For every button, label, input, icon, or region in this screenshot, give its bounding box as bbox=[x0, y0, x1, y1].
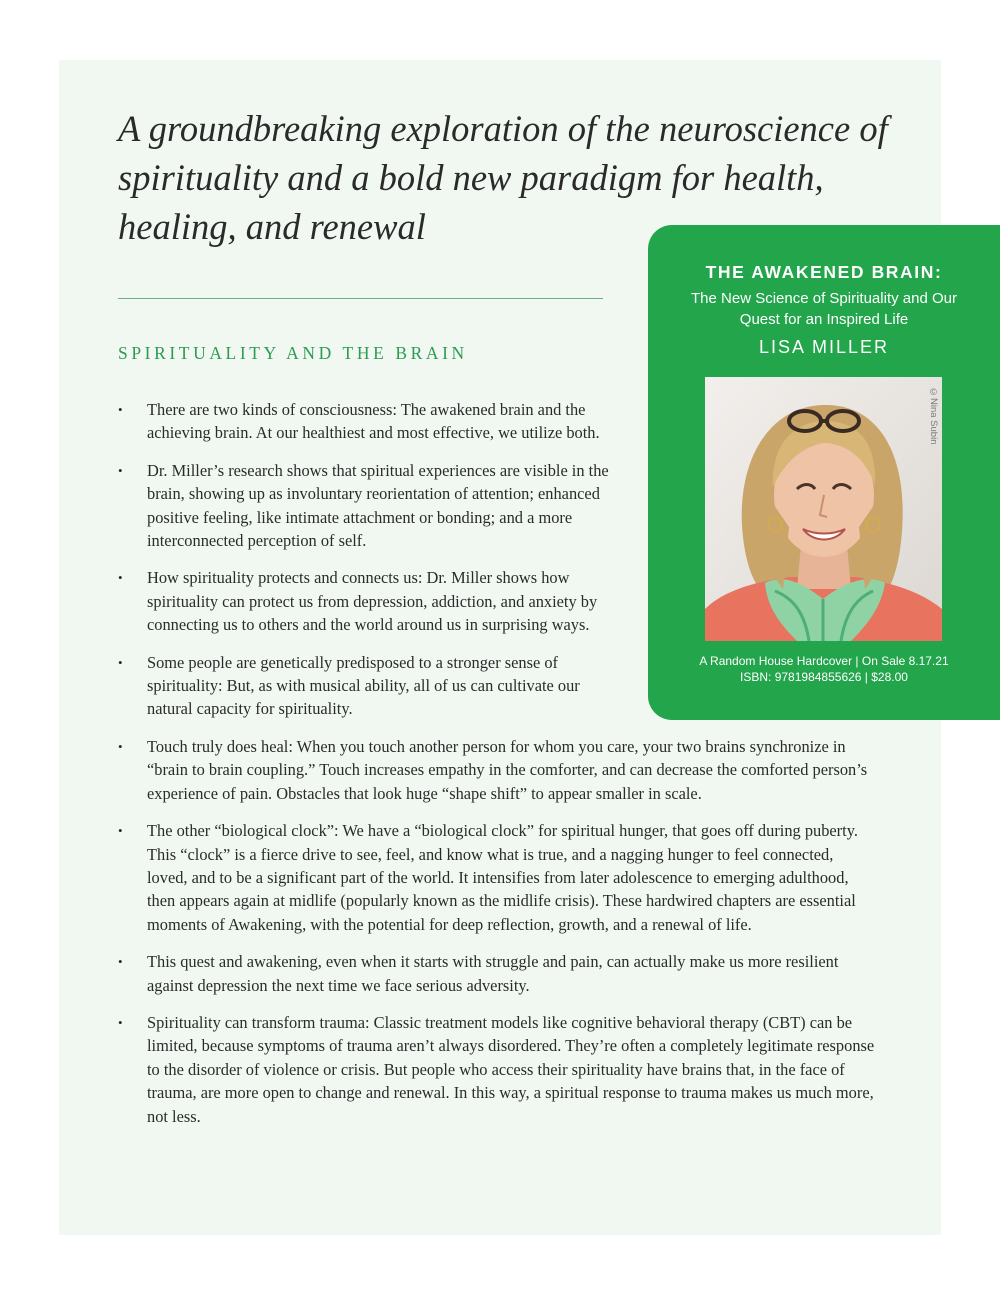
list-item bbox=[118, 819, 878, 936]
publication-info bbox=[648, 653, 1000, 685]
bullet-dot: • bbox=[118, 462, 123, 478]
section-title: SPIRITUALITY AND THE BRAIN bbox=[118, 343, 468, 363]
list-item bbox=[118, 735, 878, 805]
bullet-dot: • bbox=[118, 402, 123, 417]
book-info-box bbox=[648, 225, 1000, 720]
bullet-dot: • bbox=[118, 654, 123, 670]
book-subtitle: The New Science of Spirituality and Our Quest for an Inspired Life bbox=[691, 290, 957, 328]
author-photo bbox=[705, 377, 942, 641]
list-item-text: The other “biological clock”: We have a “biological clock” for spiritual hunger, that goes off during puberty. This “clock” is a fierce drive to see, feel, and know what is true, and a nagging hunger to feel connected, loved, and to be a significant part of the world. It intensifies from later adolescence to emerging adulthood, then appears again at midlife (popularly known as the midlife crisis). These hardwired chapters are essential moments of Awakening, with the potential for deep reflection, growth, and a renewal of life. bbox=[147, 821, 858, 934]
isbn-price-line: ISBN: 9781984855626 | $28.00 bbox=[740, 670, 908, 684]
list-item-text: This quest and awakening, even when it starts with struggle and pain, can actually make us more resilient against depression the next time we face serious adversity. bbox=[147, 952, 839, 995]
headline: A groundbreaking exploration of the neuroscience of spirituality and a bold new paradigm for health, healing, and renewal bbox=[118, 108, 888, 247]
bullet-dot: • bbox=[118, 738, 123, 754]
list-item-text: Dr. Miller’s research shows that spiritual experiences are visible in the brain, showing up as involuntary reorientation of attention; enhanced positive feeling, like intimate attachment or bonding; and a more interconnected perception of self. bbox=[147, 460, 609, 551]
bullet-dot: • bbox=[118, 823, 123, 839]
list-item bbox=[118, 950, 878, 997]
list-item-text: There are two kinds of consciousness: The awakened brain and the achieving brain. At our healthiest and most effective, we utilize both. bbox=[147, 400, 600, 443]
author-portrait-illustration bbox=[705, 377, 942, 641]
book-title: THE AWAKENED BRAIN: bbox=[705, 262, 943, 282]
bullet-dot: • bbox=[118, 570, 123, 586]
bullet-dot: • bbox=[118, 1014, 123, 1030]
list-item bbox=[118, 1011, 878, 1128]
list-item-text: Some people are genetically predisposed to a stronger sense of spirituality: But, as with musical ability, all of us can cultivate our natural capacity for spirituality. bbox=[147, 652, 580, 719]
list-item-text: Touch truly does heal: When you touch another person for whom you care, your two brains synchronize in “brain to brain coupling.” Touch increases empathy in the comforter, and can decrease the comforted person’s experience of pain. Obstacles that look huge “shape shift” to appear smaller in scale. bbox=[147, 736, 868, 803]
publication-line: A Random House Hardcover | On Sale 8.17.21 bbox=[699, 654, 949, 668]
list-item-text: How spirituality protects and connects us: Dr. Miller shows how spirituality can protect us from depression, addiction, and anxiety by connecting us to others and the world around us in surprising ways. bbox=[147, 568, 598, 635]
book-author: LISA MILLER bbox=[758, 337, 890, 357]
list-item-text: Spirituality can transform trauma: Classic treatment models like cognitive behavioral therapy (CBT) can be limited, because symptoms of trauma aren’t always disordered. They’re often a completely legitimate response to the disorder of violence or crisis. But people who access their spirituality have brains that, in the face of trauma, are more open to change and renewal. In this way, a spiritual response to trauma makes us much more, not less. bbox=[147, 1012, 875, 1126]
photo-credit: ©Nina Subin bbox=[928, 387, 939, 445]
divider-rule bbox=[118, 298, 603, 299]
bullet-dot: • bbox=[118, 954, 123, 970]
